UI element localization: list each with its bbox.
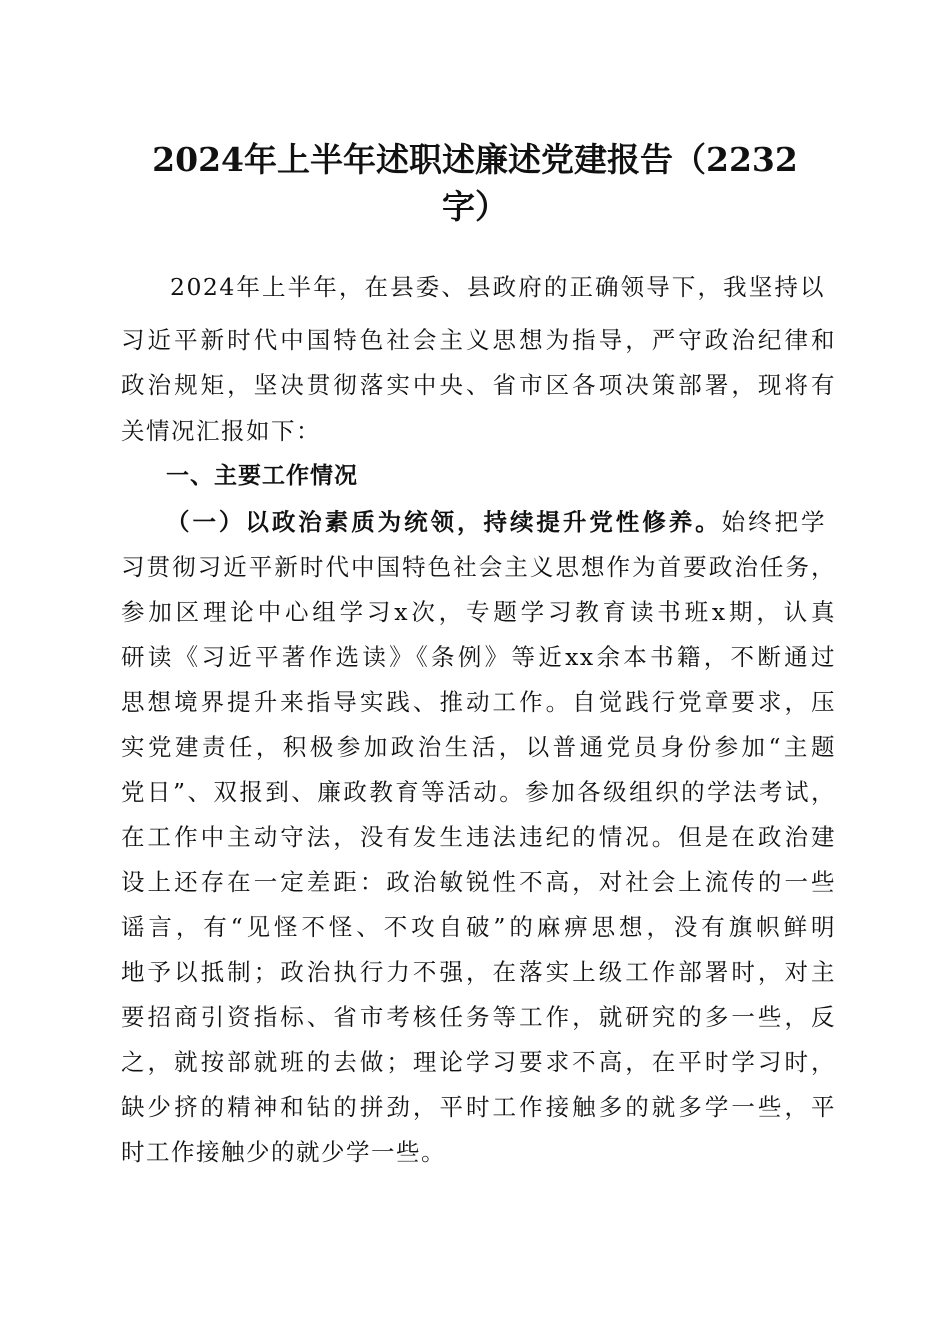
sub1-first-rest: 始终把学 xyxy=(721,508,826,536)
intro-line-2: 习近平新时代中国特色社会主义思想为指导，严守政治纪律和 xyxy=(121,326,836,354)
sub1-line-2: 习贯彻习近平新时代中国特色社会主义思想作为首要政治任务， xyxy=(121,553,836,581)
sub1-line-5: 思想境界提升来指导实践、推动工作。自觉践行党章要求，压 xyxy=(121,688,836,716)
sub1-bold-lead: （一）以政治素质为统领，持续提升党性修养。 xyxy=(166,508,722,536)
intro-line-4: 关情况汇报如下： xyxy=(121,417,321,445)
sub1-line-13: 之，就按部就班的去做；理论学习要求不高，在平时学习时， xyxy=(121,1048,836,1076)
sub1-line-14: 缺少挤的精神和钻的拼劲，平时工作接触多的就多学一些，平 xyxy=(121,1093,836,1121)
document-title-line-2: 字） xyxy=(442,187,508,226)
intro-line-3: 政治规矩，坚决贯彻落实中央、省市区各项决策部署，现将有 xyxy=(121,371,836,399)
sub1-line-10: 谣言，有“见怪不怪、不攻自破”的麻痹思想，没有旗帜鲜明 xyxy=(121,913,836,941)
sub1-line-9: 设上还存在一定差距：政治敏锐性不高，对社会上流传的一些 xyxy=(121,868,836,896)
document-title-line-1: 2024年上半年述职述廉述党建报告（2232 xyxy=(152,140,798,179)
sub1-line-8: 在工作中主动守法，没有发生违法违纪的情况。但是在政治建 xyxy=(121,823,836,851)
section-heading: 一、主要工作情况 xyxy=(166,463,358,489)
sub1-line-1 xyxy=(166,500,826,544)
sub1-line-11: 地予以抵制；政治执行力不强，在落实上级工作部署时，对主 xyxy=(121,958,836,986)
sub1-line-12: 要招商引资指标、省市考核任务等工作，就研究的多一些，反 xyxy=(121,1003,836,1031)
sub1-line-3: 参加区理论中心组学习x次，专题学习教育读书班x期，认真 xyxy=(121,598,836,626)
intro-line-1: 2024年上半年，在县委、县政府的正确领导下，我坚持以 xyxy=(170,273,825,301)
sub1-line-15: 时工作接触少的就少学一些。 xyxy=(121,1138,446,1166)
sub1-line-7: 党日”、双报到、廉政教育等活动。参加各级组织的学法考试， xyxy=(121,778,836,806)
sub1-line-6: 实党建责任，积极参加政治生活，以普通党员身份参加“主题 xyxy=(121,733,836,761)
sub1-line-4: 研读《习近平著作选读》《条例》等近xx余本书籍，不断通过 xyxy=(121,643,836,671)
